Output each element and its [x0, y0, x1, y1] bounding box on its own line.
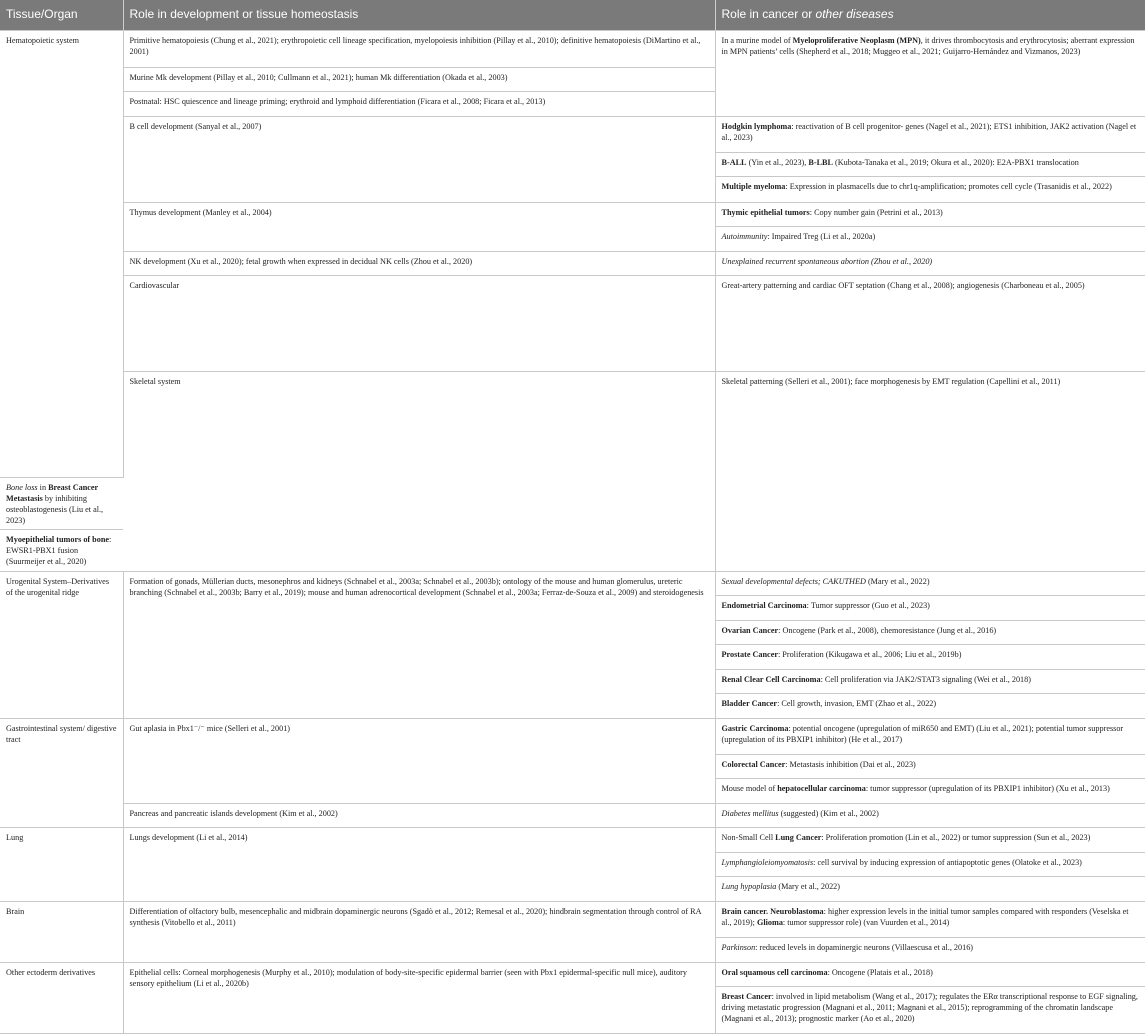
dev-cell: Great-artery patterning and cardiac OFT septation (Chang et al., 2008); angiogenesis (Charboneau et al., 2005) — [715, 276, 1145, 372]
organ-hematopoietic: Hematopoietic system — [0, 31, 123, 478]
organ-cardiovascular: Cardiovascular — [123, 276, 715, 372]
disease-cell: B-ALL (Yin et al., 2023), B-LBL (Kubota-Tanaka et al., 2019; Okura et al., 2020): E2A-PBX1 translocation — [715, 153, 1145, 177]
table-row — [0, 203, 1145, 227]
disease-cell: Myoepithelial tumors of bone: EWSR1-PBX1 fusion (Suurmeijer et al., 2020) — [0, 530, 123, 571]
organ-brain: Brain — [0, 901, 123, 962]
dev-cell: Epithelial cells: Corneal morphogenesis (Murphy et al., 2010); modulation of body-site-specific epidermal barrier (seen with Pbx1 epidermal-specific null mice), auditory sensory epithelium (Li et al., 2020b) — [123, 962, 715, 1033]
dev-cell: Skeletal patterning (Selleri et al., 2001); face morphogenesis by EMT regulation (Capellini et al., 2011) — [715, 371, 1145, 571]
dev-cell: Postnatal: HSC quiescence and lineage priming; erythroid and lymphoid differentiation (Ficara et al., 2008; Ficara et al., 2013) — [123, 92, 715, 117]
disease-cell: Colorectal Cancer: Metastasis inhibition (Dai et al., 2023) — [715, 754, 1145, 778]
dev-cell: Formation of gonads, Müllerian ducts, mesonephros and kidneys (Schnabel et al., 2003a; Schnabel et al., 2003b); ontology of the mouse and human glomerulus, ureteric branching (Schnabel et al., 2003b; Barry et al., 2019); mouse and human adrenocortical development (Schnabel et al., 2003a; Ferraz-de-Souza et al., 2009) and steroidogenesis — [123, 571, 715, 718]
disease-cell: Lung hypoplasia (Mary et al., 2022) — [715, 876, 1145, 901]
disease-cell: Brain cancer. Neuroblastoma: higher expression levels in the initial tumor samples compared with responders (Veselska et al., 2019); Glioma: tumor suppressor role) (van Vuurden et al., 2014) — [715, 901, 1145, 937]
table-row — [0, 901, 1145, 937]
disease-cell: Bone loss in Breast Cancer Metastasis by inhibiting osteoblastogenesis (Liu et al., 2023) — [0, 478, 123, 530]
disease-cell: Bladder Cancer: Cell growth, invasion, EMT (Zhao et al., 2022) — [715, 693, 1145, 718]
dev-cell: Gut aplasia in Pbx1⁻/⁻ mice (Selleri et al., 2001) — [123, 718, 715, 803]
disease-cell: Oral squamous cell carcinoma: Oncogene (Platais et al., 2018) — [715, 962, 1145, 986]
table-row — [0, 571, 1145, 595]
organ-gastrointestinal: Gastrointestinal system/ digestive tract — [0, 718, 123, 827]
table-row — [0, 718, 1145, 754]
disease-cell: Multiple myeloma: Expression in plasmacells due to chr1q-amplification; promotes cell cycle (Trasanidis et al., 2022) — [715, 177, 1145, 203]
organ-skeletal: Skeletal system — [123, 371, 715, 571]
disease-cell: Breast Cancer: involved in lipid metabolism (Wang et al., 2017); regulates the ERα transcriptional response to EGF signaling, driving metastatic progression (Magnani et al., 2011; Magnani et al., 2015); reprogramming of the chromatin landscape (Magnani et al., 2013); prognostic marker (Ao et al., 2020) — [715, 986, 1145, 1033]
disease-cell: Lymphangioleiomyomatosis: cell survival by inducing expression of antiapoptotic genes (Olatoke et al., 2023) — [715, 852, 1145, 876]
table-row — [0, 117, 1145, 153]
disease-cell: Prostate Cancer: Proliferation (Kikugawa et al., 2006; Liu et al., 2019b) — [715, 644, 1145, 669]
dev-cell: Lungs development (Li et al., 2014) — [123, 827, 715, 901]
disease-cell: Unexplained recurrent spontaneous abortion (Zhou et al., 2020) — [715, 252, 1145, 276]
header-tissue: Tissue/Organ — [0, 0, 123, 31]
dev-cell: Pancreas and pancreatic islands development (Kim et al., 2002) — [123, 803, 715, 827]
table-row — [0, 31, 1145, 68]
organ-lung: Lung — [0, 827, 123, 901]
disease-cell: Hodgkin lymphoma: reactivation of B cell progenitor- genes (Nagel et al., 2021); ETS1 inhibition, JAK2 activation (Nagel et al., 2023) — [715, 117, 1145, 153]
dev-cell: Murine Mk development (Pillay et al., 2010; Cullmann et al., 2021); human Mk differentiation (Okada et al., 2003) — [123, 68, 715, 92]
disease-cell: Renal Clear Cell Carcinoma: Cell proliferation via JAK2/STAT3 signaling (Wei et al., 2018) — [715, 669, 1145, 693]
table-row — [0, 962, 1145, 986]
dev-cell: Thymus development (Manley et al., 2004) — [123, 203, 715, 252]
disease-cell: Mouse model of hepatocellular carcinoma: tumor suppressor (upregulation of its PBXIP1 inhibitor) (Xu et al., 2013) — [715, 778, 1145, 803]
dev-cell: B cell development (Sanyal et al., 2007) — [123, 117, 715, 203]
disease-cell: In a murine model of Myeloproliferative Neoplasm (MPN), it drives thrombocytosis and erythrocytosis; aberrant expression in MPN patients’ cells (Shepherd et al., 2018; Muggeo et al., 2021; Guijarro-Hernández and Vizmanos, 2023) — [715, 31, 1145, 117]
header-row — [0, 0, 1145, 31]
disease-cell: Thymic epithelial tumors: Copy number gain (Petrini et al., 2013) — [715, 203, 1145, 227]
disease-cell: Gastric Carcinoma: potential oncogene (upregulation of miR650 and EMT) (Liu et al., 2021); potential tumor suppressor (upregulation of its PBXIP1 inhibitor) (He et al., 2017) — [715, 718, 1145, 754]
header-role-development: Role in development or tissue homeostasis — [123, 0, 715, 31]
table-row — [0, 827, 1145, 852]
disease-cell: Parkinson: reduced levels in dopaminergic neurons (Villaescusa et al., 2016) — [715, 937, 1145, 962]
organ-urogenital: Urogenital System–Derivatives of the urogenital ridge — [0, 571, 123, 718]
dev-cell: Differentiation of olfactory bulb, mesencephalic and midbrain dopaminergic neurons (Sgadò et al., 2012; Remesal et al., 2020); hindbrain segmentation through control of RA synthesis (Vitobello et al., 2011) — [123, 901, 715, 962]
organ-ectoderm: Other ectoderm derivatives — [0, 962, 123, 1033]
header-role-disease: Role in cancer or other diseases — [715, 0, 1145, 31]
disease-cell: Diabetes mellitus (suggested) (Kim et al., 2002) — [715, 803, 1145, 827]
disease-cell: Endometrial Carcinoma: Tumor suppressor (Guo et al., 2023) — [715, 595, 1145, 620]
disease-cell: Autoimmunity: Impaired Treg (Li et al., 2020a) — [715, 227, 1145, 252]
table-row — [0, 252, 1145, 276]
disease-cell: Sexual developmental defects; CAKUTHED (Mary et al., 2022) — [715, 571, 1145, 595]
table-row — [0, 276, 1145, 372]
table-row — [0, 803, 1145, 827]
table-row — [0, 371, 1145, 477]
dev-cell: Primitive hematopoiesis (Chung et al., 2021); erythropoietic cell lineage specification, myelopoiesis inhibition (Pillay et al., 2010); definitive hematopoiesis (DiMartino et al., 2001) — [123, 31, 715, 68]
disease-cell: Ovarian Cancer: Oncogene (Park et al., 2008), chemoresistance (Jung et al., 2016) — [715, 620, 1145, 644]
dev-cell: NK development (Xu et al., 2020); fetal growth when expressed in decidual NK cells (Zhou et al., 2020) — [123, 252, 715, 276]
disease-cell: Non-Small Cell Lung Cancer: Proliferation promotion (Lin et al., 2022) or tumor suppression (Sun et al., 2023) — [715, 827, 1145, 852]
